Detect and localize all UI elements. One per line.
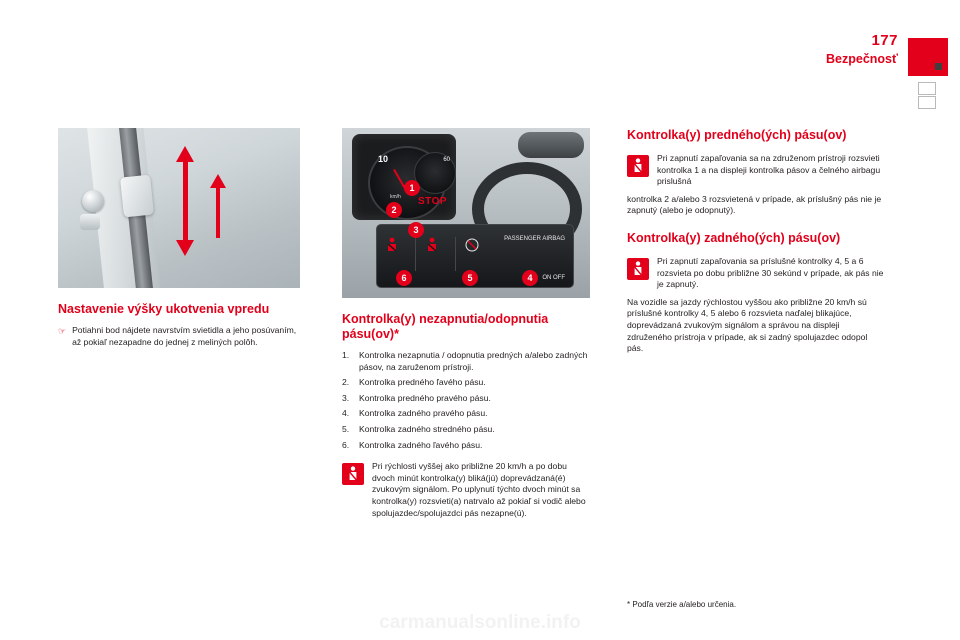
rearview-mirror-shape xyxy=(518,132,584,158)
arrow-down-icon xyxy=(176,240,194,256)
callout-6: 6 xyxy=(396,270,412,286)
list-item-text: Kontrolka zadného pravého pásu. xyxy=(359,408,488,419)
col3-heading-2: Kontrolka(y) zadného(ých) pásu(ov) xyxy=(627,230,841,245)
seatbelt-warning-icon xyxy=(627,258,649,280)
col1-bullet-text: Potiahni bod nájdete navrstvím svietidla a jeho posúvaním, až pokiaľ nezapadne do jednej z meliných polôh. xyxy=(72,325,297,347)
instrument-cluster-shape xyxy=(352,134,456,220)
section-title: Bezpečnosť xyxy=(826,52,898,66)
watermark-text: carmanualsonline.info xyxy=(379,612,581,633)
callout-1: 1 xyxy=(404,180,420,196)
callout-2: 2 xyxy=(386,202,402,218)
callout-3: 3 xyxy=(408,222,424,238)
seatbelt-person-glyph xyxy=(348,466,358,482)
col3-warning-block-1 xyxy=(627,153,885,188)
gauge-unit: km/h xyxy=(390,194,401,200)
instrument-panel-illustration xyxy=(342,128,590,298)
list-item-number: 6. xyxy=(342,439,350,450)
airbag-onoff-label: ON OFF xyxy=(542,275,565,281)
col3-warning-block-2 xyxy=(627,256,885,291)
list-item-text: Kontrolka nezapnutia / odopnutia predných a/alebo zadných pásov, na zaruženom prístroji. xyxy=(359,350,588,372)
col3-heading-1: Kontrolka(y) predného(ých) pásu(ov) xyxy=(627,128,847,142)
list-item-number: 4. xyxy=(342,408,350,419)
page-number: 177 xyxy=(871,32,898,49)
col3-after-text-2: Na vozidle sa jazdy rýchlostou vyššou ako približne 20 km/h sú príslušné kontrolky 4, 5 alebo 6 rozsvieta naďalej blikajúce, doprevádzaná zvukovým signálom a správou na displeji združeného prístroja v prípade, ak si zadný spolujazdec odopol pás. xyxy=(627,296,868,354)
list-item-number: 5. xyxy=(342,423,350,434)
list-item-number: 1. xyxy=(342,350,350,360)
col3-warning-text-2: Pri zapnutí zapaľovania sa príslušné kontrolky 4, 5 a 6 rozsvieta po dobu približne 30 sekúnd v prípade, ak pás nie je zapnutý. xyxy=(657,255,884,290)
seatbelt-warning-icon xyxy=(627,155,649,177)
col1-bullet-row xyxy=(58,325,300,355)
col3-warning-text-1: Pri zapnutí zapaľovania sa na združenom prístroji rozsvieti kontrolka 1 a na displeji kontrolka pásov a čelného airbagu prislušná xyxy=(657,153,881,187)
seatbelt-warning-icon xyxy=(342,463,364,485)
col2-heading xyxy=(342,312,590,342)
list-item xyxy=(342,393,590,405)
hand-pointer-icon: ☞ xyxy=(58,326,67,336)
list-item-text: Kontrolka predného ľavého pásu. xyxy=(359,377,486,388)
list-item-number: 3. xyxy=(342,392,350,403)
indicator-cell-2 xyxy=(425,237,456,271)
list-item xyxy=(342,424,590,436)
seatbelt-height-adjuster-illustration xyxy=(58,128,300,288)
section-tab-marker xyxy=(908,38,948,76)
col3-after-text-1: kontrolka 2 a/alebo 3 rozsvietená v prípade, ak príslušný pás nie je zapnutý (alebo je odopnutý). xyxy=(627,193,882,216)
seatbelt-indicator-list xyxy=(342,350,590,451)
height-adjuster-shape xyxy=(120,175,154,218)
column-right xyxy=(627,128,885,362)
footnote: * Podľa verzie a/alebo určenia. xyxy=(627,600,737,609)
tab-square-icon xyxy=(935,63,942,70)
adjuster-knob-shape xyxy=(82,190,104,212)
airbag-off-icon xyxy=(465,237,479,253)
arrow-shaft-secondary-shape xyxy=(216,186,220,238)
list-item-number: 2. xyxy=(342,377,350,388)
arrow-shaft-shape xyxy=(183,160,188,242)
callout-5: 5 xyxy=(462,270,478,286)
column-middle xyxy=(342,128,590,525)
col2-heading-text: Kontrolka(y) nezapnutia/odopnutia pásu(ov)* xyxy=(342,312,549,341)
list-item xyxy=(342,377,590,389)
gauge-value: 10 xyxy=(378,154,389,164)
seatbelt-person-icon xyxy=(385,237,399,253)
indicator-cell-3 xyxy=(465,237,495,271)
col1-heading: Nastavenie výšky ukotvenia vpredu xyxy=(58,302,270,316)
column-left xyxy=(58,128,300,361)
list-item-text: Kontrolka zadného ľavého pásu. xyxy=(359,439,483,450)
passenger-airbag-label: PASSENGER AIRBAG xyxy=(504,236,565,242)
list-item xyxy=(342,350,590,373)
tab-marker-secondary xyxy=(918,82,936,95)
callout-4: 4 xyxy=(522,270,538,286)
page-header xyxy=(0,0,960,115)
seatbelt-person-icon xyxy=(425,237,439,253)
seatbelt-person-glyph xyxy=(633,158,643,174)
col2-warning-text: Pri rýchlosti vyššej ako približne 20 km/h a po dobu dvoch minút kontrolka(y) bliká(jú) doprevádzaná(é) zvukovým signálom. Po uplynutí týchto dvoch minút sa kontrolka(y) rozsvieti(a) natrvalo až pokiaľ si vodič alebo spolujazdec/spolujazdci pás nezapne(ú). xyxy=(372,461,586,518)
adjuster-latch-shape xyxy=(80,214,100,230)
list-item-text: Kontrolka predného pravého pásu. xyxy=(359,392,491,403)
col2-warning-block xyxy=(342,461,590,519)
gauge2-label: 60 xyxy=(443,157,450,163)
watermark-bar xyxy=(0,606,960,640)
tab-marker-tertiary xyxy=(918,96,936,109)
stop-warning-label: STOP xyxy=(418,196,448,207)
secondary-gauge-shape xyxy=(414,152,456,194)
list-item xyxy=(342,408,590,420)
indicator-cell-1 xyxy=(385,237,416,271)
list-item xyxy=(342,440,590,452)
seatbelt-person-glyph xyxy=(633,261,643,277)
list-item-text: Kontrolka zadného stredného pásu. xyxy=(359,423,495,434)
